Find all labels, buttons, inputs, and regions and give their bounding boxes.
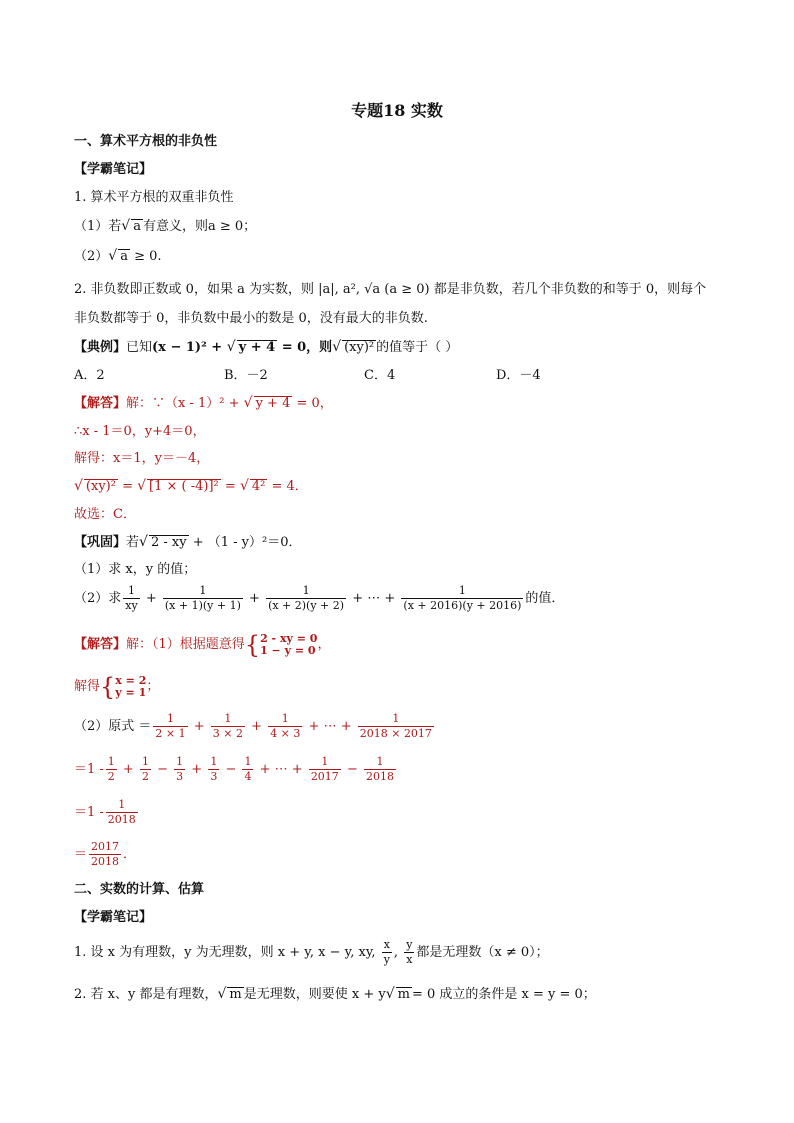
fraction: $\frac{1}{3}$ <box>210 755 218 783</box>
answer-line-5: 故选：C． <box>74 507 136 522</box>
consolidate-text: 若 <box>126 535 140 550</box>
answer-eq: = <box>220 479 240 494</box>
fraction: $\frac{y}{x}$ <box>406 938 413 966</box>
fraction: $\frac{1}{xy}$ <box>125 584 138 612</box>
answer-sqrt-4sq: 4² <box>251 479 266 494</box>
note-item-1b-tail: ≥ 0. <box>134 249 162 264</box>
note-item-2a: 2. 非负数即正数或 0，如果 a 为实数，则 |a|, a², √a (a ≥ 0) 都是非负数，若几个非负数的和等于 0，则每个 <box>74 282 707 297</box>
solution-line-2 <box>74 674 159 700</box>
note-item-1b <box>74 246 162 267</box>
solution-text-2: 解得 <box>74 679 101 694</box>
answer-line-3: 解得：x＝1，y＝－4， <box>74 451 210 466</box>
note-item-2b: 非负数都等于 0，非负数中最小的数是 0，没有最大的非负数. <box>74 311 428 326</box>
note-item-1a-pre: （1）若 <box>74 219 122 234</box>
fraction: $\frac{1}{2018}$ <box>365 755 394 783</box>
option-d: D．－4 <box>496 368 541 383</box>
example-expr: (x − 1)² + <box>152 340 227 355</box>
fraction: $\frac{1}{4}$ <box>244 755 252 783</box>
fraction: $\frac{1}{2017}$ <box>310 755 339 783</box>
solution-line-6 <box>74 840 136 870</box>
section2-heading: 二、实数的计算、估算 <box>74 882 205 897</box>
question-1: （1）求 x，y 的值； <box>74 562 197 577</box>
consolidate-line <box>74 532 301 553</box>
fraction: $\frac{1}{2 \times 1}$ <box>155 712 186 740</box>
answer-text-1-tail: = 0， <box>292 396 333 411</box>
solution-line-1 <box>74 632 330 658</box>
radical-sign: √ <box>121 218 131 234</box>
section2-item-1-tail: 都是无理数（x ≠ 0）； <box>416 945 549 960</box>
option-c: C．4 <box>364 368 396 383</box>
section2-item-2-mid: 是无理数，则要使 x + y <box>243 987 386 1002</box>
option-a: A．2 <box>74 368 105 383</box>
fraction: $\frac{x}{y}$ <box>383 938 390 966</box>
solution-text-1: 解：（1）根据题意得 <box>126 637 245 652</box>
sqrt-a: a <box>133 219 141 234</box>
note-item-1b-pre: （2） <box>74 249 109 264</box>
brace: { <box>100 672 116 701</box>
question-2-pre: （2）求 <box>74 591 122 606</box>
sqrt-m: m <box>397 987 410 1002</box>
radical-sign: √ <box>226 339 236 355</box>
radical-sign: √ <box>217 986 227 1002</box>
note-item-1a <box>74 216 256 237</box>
example-tail: 的值等于（ ） <box>376 340 459 355</box>
brace: { <box>244 630 261 659</box>
solution-text-4: ＝1 - <box>74 762 104 777</box>
solution-line-4: ＝1 - $\frac{1}{2}$ + $\frac{1}{2}$ − $\frac{1}{3}$ + $\frac{1}{3}$ − $\frac{1}{4}$ + ⋯ + $\frac{1}{2017}$ − $\frac{1}{2018}$ <box>74 755 394 783</box>
fraction: $\frac{1}{(x + 2)(y + 2)}$ <box>268 584 345 612</box>
fraction: $\frac{1}{2018 \times 2017}$ <box>359 712 432 740</box>
question-2-tail: 的值． <box>525 591 565 606</box>
sqrt-m: m <box>229 987 242 1002</box>
consolidate-sqrt: 2 - xy <box>150 535 187 550</box>
notes-label-2: 【学霸笔记】 <box>74 910 153 925</box>
example-sqrt2: (xy)² <box>344 340 375 355</box>
answer-line-4 <box>74 476 308 497</box>
answer-label: 【解答】 <box>74 396 127 411</box>
fraction: $\frac{1}{(x + 1)(y + 1)}$ <box>164 584 241 612</box>
answer-eq: = <box>117 479 138 494</box>
radical-sign: √ <box>332 339 342 355</box>
section2-item-2 <box>74 984 596 1005</box>
section2-item-2-text: 2. 若 x、y 都是有理数， <box>74 987 218 1002</box>
fraction: $\frac{2017}{2018}$ <box>91 840 120 868</box>
solution-text-1-tail: ， <box>317 637 331 652</box>
question-2: （2）求 $\frac{1}{xy}$ + $\frac{1}{(x + 1)(y + 1)}$ + $\frac{1}{(x + 2)(y + 2)}$ + ⋯ + $\frac{1}{(x + 2016)(y + 2016)}$ 的值． <box>74 584 565 612</box>
radical-sign: √ <box>243 395 253 411</box>
example-sqrt: y + 4 <box>238 340 276 355</box>
solution-text-2-tail: ； <box>146 679 160 694</box>
example-label: 【典例】 <box>74 340 127 355</box>
answer-text-1: 解：∵（x - 1）² + <box>126 396 244 411</box>
equation-system: x = 2 y = 1 <box>115 673 147 699</box>
solution-line-3: （2）原式 ＝ $\frac{1}{2 \times 1}$ + $\frac{1}{3 \times 2}$ + $\frac{1}{4 \times 3}$ + ⋯ + $\frac{1}{2018 \times 2017}$ <box>74 712 432 740</box>
radical-sign: √ <box>74 478 83 494</box>
solution-text-6-tail: ． <box>123 847 137 862</box>
answer-result: = 4． <box>267 479 308 494</box>
fraction: $\frac{1}{2}$ <box>141 755 149 783</box>
answer-sqrt-xy: (xy)² <box>85 479 116 494</box>
section2-item-1-text: 1. 设 x 为有理数，y 为无理数，则 x + y, x − y, xy, <box>74 945 380 960</box>
example-line <box>74 337 458 358</box>
radical-sign: √ <box>108 248 118 264</box>
example-eq: = 0，则 <box>277 340 333 355</box>
option-b: B．－2 <box>224 368 268 383</box>
section1-heading: 一、算术平方根的非负性 <box>74 134 218 149</box>
consolidate-label: 【巩固】 <box>74 535 127 550</box>
radical-sign: √ <box>239 478 249 494</box>
note-item-1a-tail: a ≥ 0； <box>207 219 257 234</box>
answer-line-2: ∴x - 1＝0，y+4＝0， <box>74 424 206 439</box>
fraction: $\frac{1}{3}$ <box>176 755 184 783</box>
solution-text-5: ＝1 - <box>74 805 104 820</box>
equation-system: 2 - xy = 0 1 − y = 0 <box>260 631 318 657</box>
note-item-1a-mid: 有意义，则 <box>142 219 208 234</box>
consolidate-tail: + （1 - y）²＝0． <box>188 535 302 550</box>
solution-text-6: ＝ <box>74 847 88 862</box>
sqrt-a: a <box>120 249 128 264</box>
section2-item-1: 1. 设 x 为有理数，y 为无理数，则 x + y, x − y, xy, $\frac{x}{y}$ , $\frac{y}{x}$ 都是无理数（x ≠ 0）； <box>74 938 549 966</box>
answer-sqrt: y + 4 <box>255 396 291 411</box>
radical-sign: √ <box>137 478 147 494</box>
solution-label: 【解答】 <box>74 637 127 652</box>
example-text: 已知 <box>126 340 153 355</box>
radical-sign: √ <box>385 986 395 1002</box>
answer-line-1 <box>74 393 333 414</box>
fraction: $\frac{1}{2}$ <box>107 755 115 783</box>
fraction: $\frac{1}{(x + 2016)(y + 2016)}$ <box>403 584 522 612</box>
solution-line-5 <box>74 798 140 828</box>
fraction: $\frac{1}{4 \times 3}$ <box>270 712 301 740</box>
radical-sign: √ <box>139 534 148 550</box>
solution-text-3: （2）原式 ＝ <box>74 719 152 734</box>
notes-label: 【学霸笔记】 <box>74 162 153 177</box>
fraction: $\frac{1}{2018}$ <box>107 798 136 826</box>
note-item-1: 1. 算术平方根的双重非负性 <box>74 190 234 205</box>
answer-sqrt-product: [1 × ( -4)]² <box>149 479 219 494</box>
section2-item-2-tail: = 0 成立的条件是 x = y = 0； <box>411 987 596 1002</box>
fraction: $\frac{1}{3 \times 2}$ <box>212 712 244 740</box>
page-title: 专题18 实数 <box>351 101 443 120</box>
